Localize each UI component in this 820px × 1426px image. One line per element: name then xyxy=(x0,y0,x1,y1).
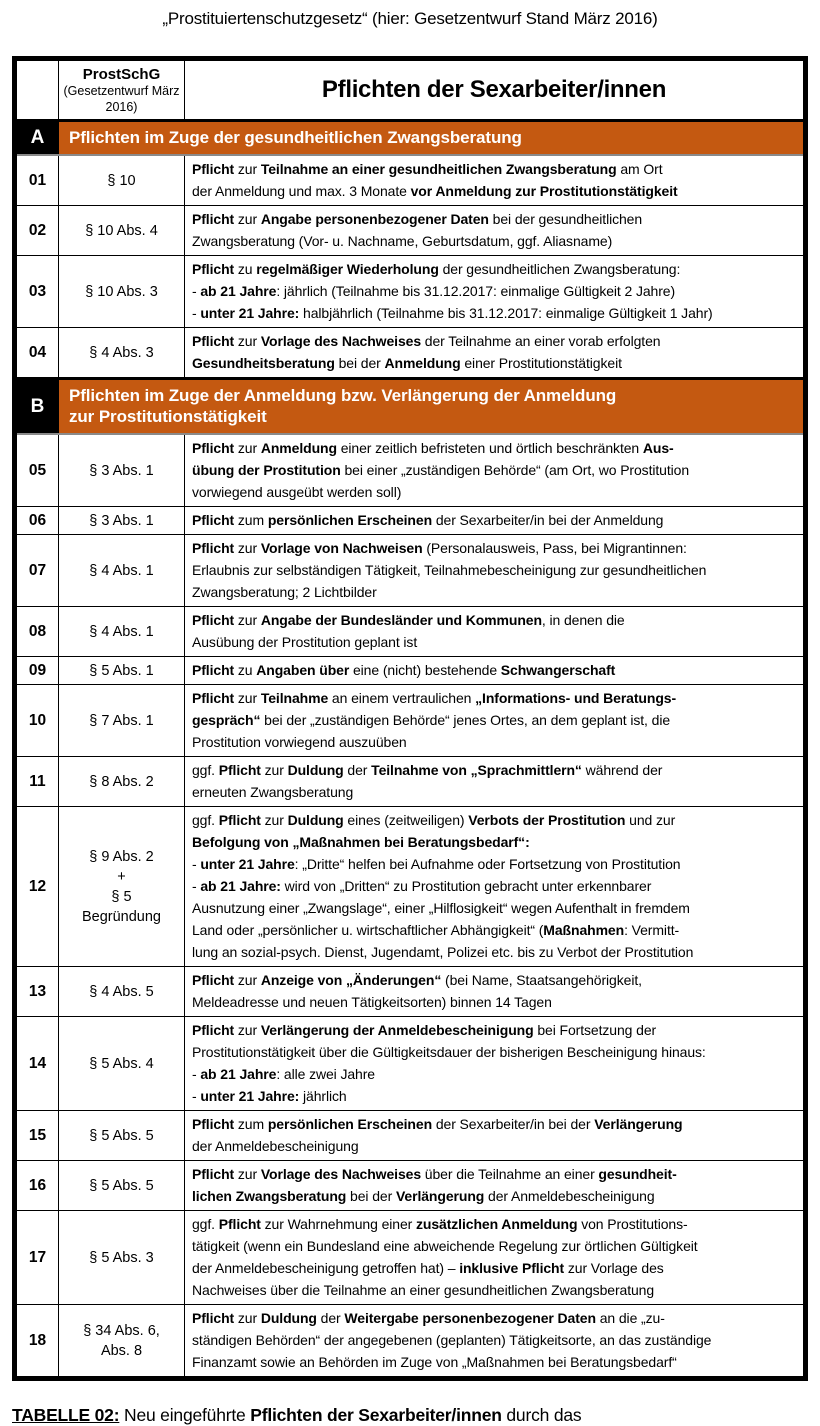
table-body xyxy=(15,59,806,1379)
row-number-cell: 04 xyxy=(15,328,59,379)
duty-description-cell xyxy=(185,206,806,256)
text-segment: : jährlich (Teilnahme bis 31.12.2017: einmalige Gültigkeit 2 Jahre) xyxy=(276,283,676,299)
table-row xyxy=(15,507,806,535)
text-segment: Ausübung der Prostitution geplant ist xyxy=(192,634,418,650)
law-reference-cell: § 4 Abs. 3 xyxy=(59,328,185,379)
law-reference-cell: § 10 xyxy=(59,155,185,206)
text-segment: Pflicht xyxy=(192,261,235,277)
law-reference-cell: § 5 Abs. 5 xyxy=(59,1111,185,1161)
text-segment: unter 21 Jahre: xyxy=(200,1088,300,1104)
text-segment: Verlängerung xyxy=(395,1188,485,1204)
text-segment: der xyxy=(316,1310,345,1326)
duty-description-cell xyxy=(185,607,806,657)
law-reference-cell: § 4 Abs. 1 xyxy=(59,535,185,607)
text-segment: Schwangerschaft xyxy=(500,662,616,678)
text-segment: Angaben über xyxy=(256,662,350,678)
section-row-a xyxy=(15,121,806,156)
header-empty-cell xyxy=(15,59,59,121)
duty-description-cell xyxy=(185,1211,806,1305)
table-row xyxy=(15,757,806,807)
text-segment: der Anmeldebescheinigung getroffen hat) – xyxy=(192,1260,460,1276)
section-title: Pflichten im Zuge der gesundheitlichen Zwangsberatung xyxy=(59,121,806,156)
text-segment: erneuten Zwangsberatung xyxy=(192,784,354,800)
text-segment: zusätzlichen Anmeldung xyxy=(416,1216,578,1232)
text-segment: während der xyxy=(581,762,663,778)
text-segment: Land oder „persönlicher u. wirtschaftlicher Abhängigkeit“ ( xyxy=(192,922,544,938)
text-segment: halbjährlich (Teilnahme bis 31.12.2017: einmalige Gültigkeit 1 Jahr) xyxy=(299,305,713,321)
table-header-row xyxy=(15,59,806,121)
law-reference-cell: § 10 Abs. 3 xyxy=(59,256,185,328)
law-reference-cell: § 10 Abs. 4 xyxy=(59,206,185,256)
text-segment: Pflicht xyxy=(192,972,235,988)
text-segment: zur xyxy=(234,1166,261,1182)
text-segment: zum xyxy=(234,512,268,528)
text-segment: Vorlage des Nachweises xyxy=(260,333,422,349)
law-reference-cell: § 3 Abs. 1 xyxy=(59,507,185,535)
text-segment: zur Vorlage des xyxy=(564,1260,664,1276)
text-segment: - xyxy=(192,856,201,872)
text-segment: bei der xyxy=(334,355,385,371)
duty-description-cell xyxy=(185,657,806,685)
section-label: A xyxy=(15,121,59,156)
table-row xyxy=(15,1211,806,1305)
law-reference-cell: § 9 Abs. 2 + § 5 Begründung xyxy=(59,807,185,967)
text-segment: „Informations- und Beratungs- xyxy=(475,690,677,706)
caption xyxy=(12,1405,820,1426)
row-number-cell: 12 xyxy=(15,807,59,967)
row-number-cell: 15 xyxy=(15,1111,59,1161)
text-segment: - xyxy=(192,305,201,321)
text-segment: Pflicht xyxy=(192,1166,235,1182)
text-segment: Teilnahme von „Sprachmittlern“ xyxy=(371,762,582,778)
text-segment: zur xyxy=(234,211,261,227)
law-reference-cell: § 5 Abs. 4 xyxy=(59,1017,185,1111)
text-segment: Finanzamt sowie an Behörden im Zuge von „Maßnahmen bei Beratungsbedarf“ xyxy=(192,1354,677,1370)
text-segment: Pflicht xyxy=(192,333,235,349)
duty-description-cell xyxy=(185,328,806,379)
text-segment: zur xyxy=(234,690,261,706)
table-row xyxy=(15,1017,806,1111)
text-segment: persönlichen Erscheinen xyxy=(267,512,433,528)
row-number-cell: 16 xyxy=(15,1161,59,1211)
text-segment: zur xyxy=(234,972,261,988)
duty-description-cell xyxy=(185,1017,806,1111)
table-row xyxy=(15,607,806,657)
text-segment: ab 21 Jahre: xyxy=(200,878,281,894)
text-segment: der Anmeldung und max. 3 Monate xyxy=(192,183,411,199)
text-segment: über die Teilnahme an einer xyxy=(421,1166,599,1182)
text-segment: Weitergabe personenbezogener Daten xyxy=(344,1310,596,1326)
text-segment: Pflicht xyxy=(218,812,261,828)
text-segment: am Ort xyxy=(616,161,663,177)
table-row xyxy=(15,328,806,379)
text-segment: Prostitutionstätigkeit über die Gültigkeitsdauer der bisherigen Bescheinigung hinaus: xyxy=(192,1044,706,1060)
duty-description-cell xyxy=(185,1305,806,1379)
row-number-cell: 10 xyxy=(15,685,59,757)
text-segment: der Anmeldebescheinigung xyxy=(484,1188,655,1204)
row-number-cell: 07 xyxy=(15,535,59,607)
text-segment: Erlaubnis zur selbständigen Tätigkeit, Teilnahmebescheinigung zur gesundheitlichen xyxy=(192,562,707,578)
duty-description-cell xyxy=(185,967,806,1017)
text-segment: zur xyxy=(234,612,261,628)
text-segment: einer Prostitutionstätigkeit xyxy=(460,355,622,371)
text-segment: Verlängerung xyxy=(594,1116,683,1132)
text-segment: Prostitution vorwiegend auszuüben xyxy=(192,734,407,750)
text-segment: Verbots der Prostitution xyxy=(468,812,626,828)
text-segment: zur xyxy=(234,333,261,349)
duty-description-cell xyxy=(185,1111,806,1161)
duty-description-cell xyxy=(185,807,806,967)
text-segment: zu xyxy=(234,662,257,678)
text-segment: Angabe der Bundesländer und Kommunen xyxy=(260,612,542,628)
text-segment: - xyxy=(192,1066,201,1082)
text-segment: der gesundheitlichen Zwangsberatung: xyxy=(438,261,681,277)
header-law-cell xyxy=(59,59,185,121)
text-segment: bei einer „zuständigen Behörde“ (am Ort, wo Prostitution xyxy=(340,462,690,478)
section-title: Pflichten im Zuge der Anmeldung bzw. Verlängerung der Anmeldung zur Prostitutionstätigkeit xyxy=(59,379,806,435)
table-row xyxy=(15,256,806,328)
table-row xyxy=(15,1111,806,1161)
text-segment: Duldung xyxy=(287,812,344,828)
table-row xyxy=(15,685,806,757)
text-segment: - xyxy=(192,878,201,894)
text-segment: zur xyxy=(260,812,288,828)
text-segment: - xyxy=(192,283,201,299)
text-segment: Ausnutzung einer „Zwangslage“, einer „Hilflosigkeit“ wegen Aufenthalt in fremdem xyxy=(192,900,690,916)
text-segment: vor Anmeldung zur Prostitutionstätigkeit xyxy=(410,183,678,199)
text-segment: bei der „zuständigen Behörde“ jenes Ortes, an dem geplant ist, die xyxy=(260,712,671,728)
text-segment: Gesundheitsberatung xyxy=(192,355,335,371)
text-segment: ggf. xyxy=(192,762,219,778)
text-segment: zu xyxy=(234,261,257,277)
text-segment: zur xyxy=(234,440,261,456)
text-segment: Pflicht xyxy=(192,662,235,678)
text-segment: tätigkeit (wenn ein Bundesland eine abweichende Regelung zur örtlichen Gültigkeit xyxy=(192,1238,698,1254)
row-number-cell: 06 xyxy=(15,507,59,535)
text-segment: Pflicht xyxy=(192,612,235,628)
text-segment: durch das xyxy=(501,1405,582,1425)
law-reference-cell: § 5 Abs. 5 xyxy=(59,1161,185,1211)
text-segment: Zwangsberatung; 2 Lichtbilder xyxy=(192,584,377,600)
text-segment: Anmeldung xyxy=(260,440,337,456)
text-segment: zur xyxy=(234,1022,261,1038)
text-segment: zur Wahrnehmung einer xyxy=(260,1216,416,1232)
text-segment: der Sexarbeiter/in bei der xyxy=(432,1116,595,1132)
duties-table xyxy=(12,56,808,1381)
text-segment: unter 21 Jahre: xyxy=(200,305,300,321)
row-number-cell: 03 xyxy=(15,256,59,328)
text-segment: vorwiegend ausgeübt werden soll) xyxy=(192,484,402,500)
text-segment: jährlich xyxy=(299,1088,347,1104)
law-reference-cell: § 5 Abs. 1 xyxy=(59,657,185,685)
text-segment: Neu eingeführte xyxy=(119,1405,251,1425)
text-segment: Pflicht xyxy=(218,762,261,778)
text-segment: Pflicht xyxy=(192,211,235,227)
text-segment: Aus- xyxy=(642,440,674,456)
duty-description-cell xyxy=(185,1161,806,1211)
text-segment: eines (zeitweiligen) xyxy=(343,812,469,828)
text-segment: einer zeitlich befristeten und örtlich beschränkten xyxy=(336,440,643,456)
text-segment: wird von „Dritten“ zu Prostitution gebracht unter erkennbarer xyxy=(280,878,652,894)
text-segment: bei Fortsetzung der xyxy=(533,1022,657,1038)
law-reference-cell: § 5 Abs. 3 xyxy=(59,1211,185,1305)
text-segment: TABELLE 02: xyxy=(12,1405,120,1425)
duty-description-cell xyxy=(185,685,806,757)
text-segment: zur xyxy=(234,161,261,177)
row-number-cell: 02 xyxy=(15,206,59,256)
text-segment: ggf. xyxy=(192,812,219,828)
text-segment: lichen Zwangsberatung xyxy=(192,1188,347,1204)
table-row xyxy=(15,206,806,256)
text-segment: - xyxy=(192,1088,201,1104)
row-number-cell: 09 xyxy=(15,657,59,685)
text-segment: Pflichten der Sexarbeiter/innen xyxy=(250,1405,502,1425)
text-segment: zur xyxy=(234,1310,261,1326)
text-segment: , in denen die xyxy=(541,612,625,628)
law-column-subtitle: (Gesetzentwurf März 2016) xyxy=(63,83,180,114)
duties-column-title: Pflichten der Sexarbeiter/innen xyxy=(185,59,806,121)
text-segment: zur xyxy=(234,540,261,556)
text-segment: gespräch“ xyxy=(192,712,261,728)
text-segment: Befolgung von „Maßnahmen bei Beratungsbedarf“: xyxy=(192,834,530,850)
duty-description-cell xyxy=(185,757,806,807)
table-row xyxy=(15,155,806,206)
text-segment: Duldung xyxy=(260,1310,317,1326)
text-segment: bei der xyxy=(346,1188,396,1204)
text-segment: Duldung xyxy=(287,762,344,778)
text-segment: ab 21 Jahre xyxy=(200,1066,277,1082)
section-row-b xyxy=(15,379,806,435)
text-segment: zur xyxy=(260,762,288,778)
text-segment: Pflicht xyxy=(192,540,235,556)
text-segment: unter 21 Jahre xyxy=(200,856,295,872)
duty-description-cell xyxy=(185,535,806,607)
text-segment: Pflicht xyxy=(192,1022,235,1038)
law-reference-cell: § 34 Abs. 6, Abs. 8 xyxy=(59,1305,185,1379)
section-label: B xyxy=(15,379,59,435)
text-segment: Pflicht xyxy=(192,161,235,177)
law-reference-cell: § 4 Abs. 1 xyxy=(59,607,185,657)
text-segment: regelmäßiger Wiederholung xyxy=(256,261,439,277)
text-segment: gesundheit- xyxy=(598,1166,677,1182)
text-segment: Vorlage von Nachweisen xyxy=(260,540,423,556)
text-segment: an die „zu- xyxy=(595,1310,665,1326)
text-segment: Pflicht xyxy=(192,1116,235,1132)
text-segment: inklusive Pflicht xyxy=(459,1260,565,1276)
row-number-cell: 18 xyxy=(15,1305,59,1379)
text-segment: der Sexarbeiter/in bei der Anmeldung xyxy=(432,512,664,528)
text-segment: Angabe personenbezogener Daten xyxy=(260,211,489,227)
duty-description-cell xyxy=(185,507,806,535)
text-segment: Verlängerung der Anmeldebescheinigung xyxy=(260,1022,534,1038)
page-title: „Prostituiertenschutzgesetz“ (hier: Gesetzentwurf Stand März 2016) xyxy=(162,9,658,28)
text-segment: (Personalausweis, Pass, bei Migrantinnen: xyxy=(422,540,687,556)
text-segment: persönlichen Erscheinen xyxy=(267,1116,433,1132)
text-segment: (bei Name, Staatsangehörigkeit, xyxy=(441,972,642,988)
text-segment: Teilnahme xyxy=(260,690,329,706)
text-segment: : alle zwei Jahre xyxy=(276,1066,375,1082)
text-segment: Vorlage des Nachweises xyxy=(260,1166,422,1182)
text-segment: Anmeldung xyxy=(384,355,461,371)
row-number-cell: 17 xyxy=(15,1211,59,1305)
law-reference-cell: § 7 Abs. 1 xyxy=(59,685,185,757)
text-segment: an einem vertraulichen xyxy=(328,690,476,706)
text-segment: Pflicht xyxy=(218,1216,261,1232)
table-row xyxy=(15,535,806,607)
text-segment: Meldeadresse und neuen Tätigkeitsorten) binnen 14 Tagen xyxy=(192,994,552,1010)
text-segment: Pflicht xyxy=(192,440,235,456)
text-segment: eine (nicht) bestehende xyxy=(349,662,501,678)
table-row xyxy=(15,807,806,967)
text-segment: ggf. xyxy=(192,1216,219,1232)
text-segment: : Vermitt- xyxy=(624,922,680,938)
text-segment: übung der Prostitution xyxy=(192,462,341,478)
law-column-title: ProstSchG xyxy=(82,65,161,83)
text-segment: ständigen Behörden“ der angegebenen (geplanten) Tätigkeitsorte, an das zuständige xyxy=(192,1332,712,1348)
text-segment: : „Dritte“ helfen bei Aufnahme oder Fortsetzung von Prostitution xyxy=(294,856,681,872)
text-segment: Pflicht xyxy=(192,690,235,706)
table-row xyxy=(15,434,806,507)
text-segment: Teilnahme an einer gesundheitlichen Zwangsberatung xyxy=(260,161,617,177)
text-segment: der Teilnahme an einer vorab erfolgten xyxy=(421,333,661,349)
row-number-cell: 14 xyxy=(15,1017,59,1111)
table-row xyxy=(15,1161,806,1211)
text-segment: der Anmeldebescheinigung xyxy=(192,1138,359,1154)
duty-description-cell xyxy=(185,256,806,328)
text-segment: Pflicht xyxy=(192,512,235,528)
table-row xyxy=(15,967,806,1017)
text-segment: zum xyxy=(234,1116,268,1132)
law-reference-cell: § 8 Abs. 2 xyxy=(59,757,185,807)
law-reference-cell: § 4 Abs. 5 xyxy=(59,967,185,1017)
text-segment: Maßnahmen xyxy=(543,922,625,938)
row-number-cell: 05 xyxy=(15,434,59,507)
text-segment: ab 21 Jahre xyxy=(200,283,277,299)
text-segment: bei der gesundheitlichen xyxy=(488,211,643,227)
row-number-cell: 11 xyxy=(15,757,59,807)
text-segment: Nachweises über die Teilnahme an einer gesundheitlichen Zwangsberatung xyxy=(192,1282,655,1298)
row-number-cell: 08 xyxy=(15,607,59,657)
table-row xyxy=(15,657,806,685)
text-segment: von Prostitutions- xyxy=(577,1216,688,1232)
row-number-cell: 13 xyxy=(15,967,59,1017)
text-segment: der xyxy=(343,762,372,778)
text-segment: Pflicht xyxy=(192,1310,235,1326)
text-segment: und zur xyxy=(625,812,676,828)
text-segment: Zwangsberatung (Vor- u. Nachname, Geburtsdatum, ggf. Aliasname) xyxy=(192,233,613,249)
duty-description-cell xyxy=(185,434,806,507)
text-segment: lung an sozial-psych. Dienst, Jugendamt, Polizei etc. bis zu Verbot der Prostitution xyxy=(192,944,694,960)
text-segment: Anzeige von „Änderungen“ xyxy=(260,972,442,988)
duty-description-cell xyxy=(185,155,806,206)
row-number-cell: 01 xyxy=(15,155,59,206)
law-reference-cell: § 3 Abs. 1 xyxy=(59,434,185,507)
table-row xyxy=(15,1305,806,1379)
